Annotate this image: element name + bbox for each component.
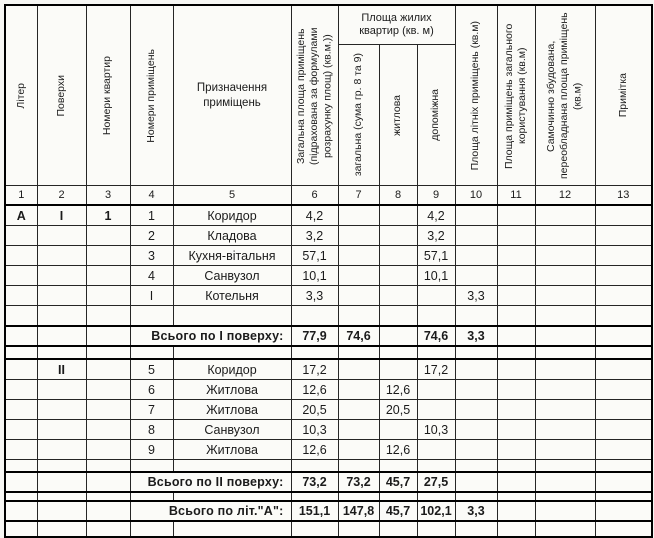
table-cell: 4,2 bbox=[291, 205, 338, 226]
table-cell bbox=[338, 400, 379, 420]
column-number: 10 bbox=[455, 186, 497, 206]
table-cell bbox=[130, 306, 173, 327]
table-row bbox=[5, 266, 652, 286]
table-cell bbox=[37, 226, 86, 246]
table-cell: 57,1 bbox=[417, 246, 455, 266]
table-cell bbox=[595, 420, 652, 440]
table-cell bbox=[5, 380, 37, 400]
table-cell: 10,3 bbox=[291, 420, 338, 440]
table-cell bbox=[379, 346, 417, 359]
table-cell bbox=[455, 246, 497, 266]
table-cell bbox=[535, 400, 595, 420]
table-cell: 10,3 bbox=[417, 420, 455, 440]
table-cell bbox=[455, 521, 497, 537]
table-cell bbox=[595, 359, 652, 380]
table-cell bbox=[37, 346, 86, 359]
table-cell bbox=[338, 286, 379, 306]
table-cell bbox=[497, 346, 535, 359]
table-cell bbox=[338, 246, 379, 266]
table-cell bbox=[535, 420, 595, 440]
total-label: Всього по ІІ поверху: bbox=[130, 472, 291, 492]
table-cell bbox=[455, 359, 497, 380]
column-number: 6 bbox=[291, 186, 338, 206]
col-header-samochynno-zbudovana-label: Самочинно збудована, переобладнана площа приміщень (кв.м) bbox=[545, 12, 584, 179]
table-cell: І bbox=[130, 286, 173, 306]
table-cell bbox=[595, 380, 652, 400]
table-cell bbox=[595, 205, 652, 226]
table-row bbox=[5, 440, 652, 460]
table-cell bbox=[37, 472, 86, 492]
table-cell bbox=[535, 359, 595, 380]
table-cell bbox=[595, 521, 652, 537]
col-header-liter bbox=[5, 5, 37, 186]
col-header-pryznachennia-label: Призначення приміщень bbox=[196, 81, 268, 109]
total-value: 77,9 bbox=[291, 326, 338, 346]
table-cell bbox=[595, 400, 652, 420]
table-cell bbox=[497, 380, 535, 400]
col-header-zahalne-korystuvannia-label: Площа приміщень загального користування (кв.м) bbox=[502, 22, 528, 169]
table-cell bbox=[455, 420, 497, 440]
table-cell: 12,6 bbox=[291, 380, 338, 400]
table-cell bbox=[338, 266, 379, 286]
table-cell: А bbox=[5, 205, 37, 226]
table-cell bbox=[5, 246, 37, 266]
col-header-liter-label: Літер bbox=[14, 82, 27, 109]
table-row bbox=[5, 380, 652, 400]
table-cell: 10,1 bbox=[417, 266, 455, 286]
column-number: 4 bbox=[130, 186, 173, 206]
table-row bbox=[5, 420, 652, 440]
table-row bbox=[5, 306, 652, 327]
table-cell: Санвузол bbox=[173, 420, 291, 440]
table-cell bbox=[338, 205, 379, 226]
table-cell bbox=[338, 226, 379, 246]
table-cell bbox=[417, 286, 455, 306]
table-cell bbox=[173, 346, 291, 359]
table-cell bbox=[37, 266, 86, 286]
column-number: 12 bbox=[535, 186, 595, 206]
col-header-nomery-prymishchen-label: Номери приміщень bbox=[144, 48, 157, 143]
table-cell bbox=[5, 460, 37, 473]
table-cell bbox=[497, 460, 535, 473]
total-value: 74,6 bbox=[338, 326, 379, 346]
total-value: 151,1 bbox=[291, 501, 338, 521]
table-cell bbox=[338, 306, 379, 327]
total-value bbox=[455, 472, 497, 492]
table-cell bbox=[535, 460, 595, 473]
table-cell: 12,6 bbox=[379, 380, 417, 400]
table-cell bbox=[497, 205, 535, 226]
table-row bbox=[5, 205, 652, 226]
table-cell bbox=[379, 420, 417, 440]
table-cell bbox=[291, 306, 338, 327]
table-cell bbox=[497, 521, 535, 537]
table-row bbox=[5, 246, 652, 266]
column-number: 5 bbox=[173, 186, 291, 206]
table-cell bbox=[37, 400, 86, 420]
table-cell bbox=[338, 346, 379, 359]
table-cell bbox=[37, 286, 86, 306]
col-header-prymitka bbox=[595, 5, 652, 186]
col-header-zhytlova bbox=[379, 45, 417, 186]
table-cell bbox=[417, 460, 455, 473]
table-cell bbox=[338, 420, 379, 440]
table-cell: Кладова bbox=[173, 226, 291, 246]
table-cell: 4,2 bbox=[417, 205, 455, 226]
table-cell bbox=[86, 286, 130, 306]
table-cell bbox=[86, 246, 130, 266]
table-cell bbox=[379, 246, 417, 266]
total-row bbox=[5, 501, 652, 521]
table-body bbox=[5, 205, 652, 537]
table-cell: 20,5 bbox=[291, 400, 338, 420]
table-cell bbox=[535, 205, 595, 226]
total-value bbox=[497, 472, 535, 492]
table-cell bbox=[379, 205, 417, 226]
table-cell bbox=[595, 246, 652, 266]
table-cell: Житлова bbox=[173, 400, 291, 420]
table-cell: Житлова bbox=[173, 440, 291, 460]
table-cell: 17,2 bbox=[291, 359, 338, 380]
table-cell bbox=[455, 400, 497, 420]
col-header-dopomizhna bbox=[417, 45, 455, 186]
table-cell: ІІ bbox=[37, 359, 86, 380]
table-cell bbox=[37, 420, 86, 440]
table-cell bbox=[379, 460, 417, 473]
table-cell bbox=[86, 306, 130, 327]
table-cell bbox=[497, 306, 535, 327]
table-cell bbox=[86, 400, 130, 420]
table-cell bbox=[5, 501, 37, 521]
header-row-top bbox=[5, 5, 652, 45]
table-cell bbox=[417, 306, 455, 327]
table-cell bbox=[497, 246, 535, 266]
total-value: 45,7 bbox=[379, 501, 417, 521]
table-cell bbox=[417, 346, 455, 359]
table-cell bbox=[338, 380, 379, 400]
table-cell bbox=[5, 286, 37, 306]
table-cell bbox=[535, 286, 595, 306]
table-cell bbox=[535, 266, 595, 286]
total-value bbox=[535, 326, 595, 346]
column-number: 3 bbox=[86, 186, 130, 206]
table-cell bbox=[173, 306, 291, 327]
table-cell: 3,3 bbox=[455, 286, 497, 306]
table-row bbox=[5, 286, 652, 306]
table-cell bbox=[417, 521, 455, 537]
table-cell bbox=[338, 440, 379, 460]
table-cell bbox=[497, 359, 535, 380]
table-cell bbox=[130, 521, 173, 537]
table-cell: 10,1 bbox=[291, 266, 338, 286]
total-value: 73,2 bbox=[291, 472, 338, 492]
column-number: 13 bbox=[595, 186, 652, 206]
table-cell bbox=[291, 521, 338, 537]
table-cell bbox=[86, 501, 130, 521]
table-cell bbox=[535, 521, 595, 537]
table-cell bbox=[5, 346, 37, 359]
table-cell bbox=[37, 246, 86, 266]
table-cell bbox=[535, 306, 595, 327]
table-cell: 3,2 bbox=[291, 226, 338, 246]
table-cell: 1 bbox=[130, 205, 173, 226]
table-cell bbox=[595, 306, 652, 327]
table-cell bbox=[5, 326, 37, 346]
table-cell bbox=[535, 346, 595, 359]
table-cell: 4 bbox=[130, 266, 173, 286]
table-cell bbox=[5, 420, 37, 440]
column-number-row bbox=[5, 186, 652, 206]
table-cell bbox=[379, 286, 417, 306]
table-cell: Коридор bbox=[173, 359, 291, 380]
table-cell bbox=[37, 326, 86, 346]
table-header bbox=[5, 5, 652, 205]
table-cell bbox=[535, 226, 595, 246]
table-cell bbox=[291, 460, 338, 473]
table-row bbox=[5, 226, 652, 246]
table-cell bbox=[379, 521, 417, 537]
total-row bbox=[5, 326, 652, 346]
table-cell: 57,1 bbox=[291, 246, 338, 266]
table-cell: 5 bbox=[130, 359, 173, 380]
table-cell bbox=[5, 521, 37, 537]
total-value: 3,3 bbox=[455, 326, 497, 346]
col-header-zahalna-suma-label: загальна (сума гр. 8 та 9) bbox=[351, 53, 364, 177]
table-cell: І bbox=[37, 205, 86, 226]
table-cell bbox=[37, 380, 86, 400]
table-cell bbox=[417, 440, 455, 460]
table-cell bbox=[5, 440, 37, 460]
col-header-poverkhy bbox=[37, 5, 86, 186]
table-row bbox=[5, 359, 652, 380]
col-header-samochynno-zbudovana bbox=[535, 5, 595, 186]
table-cell: Котельня bbox=[173, 286, 291, 306]
total-value: 74,6 bbox=[417, 326, 455, 346]
table-cell bbox=[86, 521, 130, 537]
table-cell bbox=[86, 326, 130, 346]
table-cell bbox=[455, 205, 497, 226]
total-label: Всього по І поверху: bbox=[130, 326, 291, 346]
table-cell: 20,5 bbox=[379, 400, 417, 420]
total-value bbox=[535, 472, 595, 492]
table-cell bbox=[595, 440, 652, 460]
table-cell: Санвузол bbox=[173, 266, 291, 286]
col-group-zhyli-kvartyry-label: Площа жилих квартир (кв. м) bbox=[359, 11, 434, 37]
column-number: 9 bbox=[417, 186, 455, 206]
table-cell bbox=[5, 266, 37, 286]
col-header-nomery-kvartyr bbox=[86, 5, 130, 186]
table-cell: 8 bbox=[130, 420, 173, 440]
table-cell bbox=[86, 420, 130, 440]
total-value: 3,3 bbox=[455, 501, 497, 521]
table-cell: 17,2 bbox=[417, 359, 455, 380]
col-header-pryznachennia bbox=[173, 5, 291, 186]
table-cell bbox=[595, 460, 652, 473]
table-cell bbox=[497, 286, 535, 306]
table-cell bbox=[417, 380, 455, 400]
table-cell bbox=[86, 460, 130, 473]
table-cell bbox=[86, 440, 130, 460]
total-value bbox=[595, 472, 652, 492]
total-value bbox=[497, 501, 535, 521]
total-value: 147,8 bbox=[338, 501, 379, 521]
col-header-zahalna-ploshcha-label: Загальна площа приміщень (підрахована за формулами розрахунку площ) (кв.м.)) bbox=[294, 26, 334, 165]
table-cell bbox=[535, 380, 595, 400]
table-cell bbox=[5, 359, 37, 380]
table-row bbox=[5, 346, 652, 359]
table-cell bbox=[86, 266, 130, 286]
table-cell: 3,2 bbox=[417, 226, 455, 246]
table-cell bbox=[455, 306, 497, 327]
table-cell bbox=[379, 226, 417, 246]
table-cell bbox=[86, 380, 130, 400]
table-cell bbox=[497, 420, 535, 440]
table-cell: 3,3 bbox=[291, 286, 338, 306]
table-cell bbox=[497, 266, 535, 286]
total-value: 45,7 bbox=[379, 472, 417, 492]
total-value: 27,5 bbox=[417, 472, 455, 492]
col-header-nomery-prymishchen bbox=[130, 5, 173, 186]
total-value bbox=[535, 501, 595, 521]
column-number: 2 bbox=[37, 186, 86, 206]
table-cell: 3 bbox=[130, 246, 173, 266]
table-cell bbox=[379, 359, 417, 380]
total-value bbox=[379, 326, 417, 346]
table-cell bbox=[37, 440, 86, 460]
table-cell: Житлова bbox=[173, 380, 291, 400]
table-cell bbox=[455, 346, 497, 359]
table-cell bbox=[86, 359, 130, 380]
total-value: 102,1 bbox=[417, 501, 455, 521]
table-cell bbox=[497, 226, 535, 246]
table-cell bbox=[497, 400, 535, 420]
table-cell: 2 bbox=[130, 226, 173, 246]
table-cell bbox=[595, 226, 652, 246]
col-header-poverkhy-label: Поверхи bbox=[54, 74, 67, 117]
col-header-zahalna-ploshcha bbox=[291, 5, 338, 186]
table-cell bbox=[86, 346, 130, 359]
col-header-prymitka-label: Примітка bbox=[616, 73, 629, 118]
table-cell bbox=[5, 400, 37, 420]
table-cell bbox=[379, 306, 417, 327]
col-header-nomery-kvartyr-label: Номери квартир bbox=[101, 55, 114, 136]
col-header-litni-prymishchennia bbox=[455, 5, 497, 186]
table-cell: 9 bbox=[130, 440, 173, 460]
table-cell: 1 bbox=[86, 205, 130, 226]
col-header-zahalna-suma bbox=[338, 45, 379, 186]
table-cell bbox=[595, 286, 652, 306]
table-cell bbox=[595, 266, 652, 286]
table-cell bbox=[5, 306, 37, 327]
table-cell bbox=[338, 460, 379, 473]
col-header-dopomizhna-label: допоміжна bbox=[429, 89, 442, 141]
table-cell bbox=[535, 246, 595, 266]
table-cell bbox=[37, 306, 86, 327]
table-cell bbox=[37, 460, 86, 473]
col-group-zhyli-kvartyry bbox=[338, 5, 455, 45]
table-row bbox=[5, 521, 652, 537]
table-cell bbox=[497, 440, 535, 460]
table-cell: 12,6 bbox=[291, 440, 338, 460]
table-cell: 7 bbox=[130, 400, 173, 420]
table-cell bbox=[5, 472, 37, 492]
table-cell bbox=[130, 460, 173, 473]
table-cell: 6 bbox=[130, 380, 173, 400]
table-cell bbox=[130, 346, 173, 359]
table-cell: 12,6 bbox=[379, 440, 417, 460]
col-header-litni-prymishchennia-label: Площа літніх приміщень (кв.м) bbox=[469, 20, 482, 171]
table-cell bbox=[338, 359, 379, 380]
table-cell bbox=[455, 266, 497, 286]
table-cell bbox=[595, 346, 652, 359]
table-cell bbox=[379, 266, 417, 286]
column-number: 8 bbox=[379, 186, 417, 206]
column-number: 7 bbox=[338, 186, 379, 206]
table-cell bbox=[86, 472, 130, 492]
total-value bbox=[497, 326, 535, 346]
table-cell bbox=[86, 226, 130, 246]
table-cell bbox=[338, 521, 379, 537]
table-cell bbox=[455, 440, 497, 460]
table-cell bbox=[37, 501, 86, 521]
table-cell bbox=[5, 226, 37, 246]
table-cell: Коридор bbox=[173, 205, 291, 226]
table-cell bbox=[417, 400, 455, 420]
table-cell bbox=[455, 380, 497, 400]
total-value bbox=[595, 501, 652, 521]
table-row bbox=[5, 460, 652, 473]
floor-area-table bbox=[4, 4, 653, 538]
column-number: 11 bbox=[497, 186, 535, 206]
table-cell bbox=[173, 460, 291, 473]
column-number: 1 bbox=[5, 186, 37, 206]
table-row bbox=[5, 400, 652, 420]
table-cell bbox=[455, 226, 497, 246]
col-header-zahalne-korystuvannia bbox=[497, 5, 535, 186]
total-value: 73,2 bbox=[338, 472, 379, 492]
table-cell bbox=[37, 521, 86, 537]
table-cell bbox=[535, 440, 595, 460]
total-label: Всього по літ."А": bbox=[130, 501, 291, 521]
total-value bbox=[595, 326, 652, 346]
total-row bbox=[5, 472, 652, 492]
table-cell: Кухня-вітальня bbox=[173, 246, 291, 266]
table-cell bbox=[291, 346, 338, 359]
table-cell bbox=[173, 521, 291, 537]
table-cell bbox=[455, 460, 497, 473]
col-header-zhytlova-label: житлова bbox=[391, 94, 404, 136]
